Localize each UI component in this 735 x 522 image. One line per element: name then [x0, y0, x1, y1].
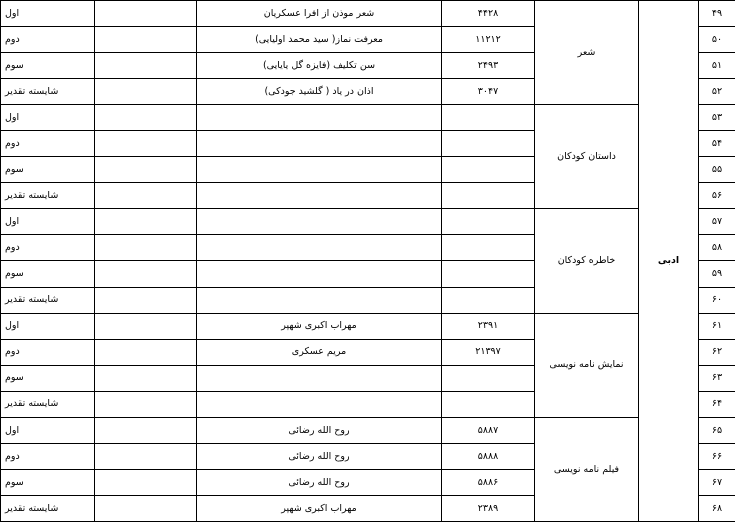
table-row — [1, 1, 735, 27]
extra-cell — [95, 79, 197, 105]
name-cell — [197, 105, 442, 131]
name-cell: اذان در یاد ( گلشید جودکی) — [197, 79, 442, 105]
code-cell — [442, 365, 535, 391]
code-cell: ۲۳۸۹ — [442, 495, 535, 521]
extra-cell — [95, 339, 197, 365]
name-cell: مهراب اکبری شهپر — [197, 495, 442, 521]
extra-cell — [95, 313, 197, 339]
row-number-cell: ۶۳ — [699, 365, 735, 391]
name-cell: روح الله رضائی — [197, 469, 442, 495]
code-cell — [442, 261, 535, 287]
code-cell: ۲۳۹۱ — [442, 313, 535, 339]
field-cell: ادبی — [639, 1, 699, 522]
name-cell — [197, 235, 442, 261]
extra-cell — [95, 469, 197, 495]
name-cell: روح الله رضائی — [197, 443, 442, 469]
code-cell — [442, 287, 535, 313]
name-cell — [197, 131, 442, 157]
extra-cell — [95, 53, 197, 79]
category-cell: فیلم نامه نویسی — [535, 417, 639, 521]
rank-cell: اول — [1, 1, 95, 27]
category-cell: شعر — [535, 1, 639, 105]
row-number-cell: ۴۹ — [699, 1, 735, 27]
code-cell — [442, 131, 535, 157]
code-cell — [442, 157, 535, 183]
row-number-cell: ۶۵ — [699, 417, 735, 443]
row-number-cell: ۵۰ — [699, 27, 735, 53]
extra-cell — [95, 131, 197, 157]
code-cell: ۲۴۹۳ — [442, 53, 535, 79]
extra-cell — [95, 1, 197, 27]
row-number-cell: ۵۶ — [699, 183, 735, 209]
row-number-cell: ۵۹ — [699, 261, 735, 287]
row-number-cell: ۵۴ — [699, 131, 735, 157]
extra-cell — [95, 443, 197, 469]
rank-cell: شایسته تقدیر — [1, 391, 95, 417]
rank-cell: اول — [1, 209, 95, 235]
name-cell: روح الله رضائی — [197, 417, 442, 443]
code-cell: ۱۱۲۱۲ — [442, 27, 535, 53]
rank-cell: شایسته تقدیر — [1, 287, 95, 313]
table-row — [1, 313, 735, 339]
row-number-cell: ۶۰ — [699, 287, 735, 313]
code-cell — [442, 209, 535, 235]
category-cell: خاطره کودکان — [535, 209, 639, 313]
name-cell — [197, 287, 442, 313]
code-cell — [442, 183, 535, 209]
rank-cell: اول — [1, 313, 95, 339]
name-cell — [197, 261, 442, 287]
category-cell: داستان کودکان — [535, 105, 639, 209]
rank-cell: دوم — [1, 235, 95, 261]
rank-cell: سوم — [1, 469, 95, 495]
name-cell: معرفت نماز( سید محمد اولیایی) — [197, 27, 442, 53]
extra-cell — [95, 209, 197, 235]
row-number-cell: ۵۷ — [699, 209, 735, 235]
extra-cell — [95, 157, 197, 183]
code-cell: ۵۸۸۶ — [442, 469, 535, 495]
name-cell — [197, 209, 442, 235]
extra-cell — [95, 417, 197, 443]
rank-cell: سوم — [1, 261, 95, 287]
code-cell: ۵۸۸۸ — [442, 443, 535, 469]
name-cell: مهراب اکبری شهپر — [197, 313, 442, 339]
rank-cell: شایسته تقدیر — [1, 183, 95, 209]
row-number-cell: ۵۸ — [699, 235, 735, 261]
rank-cell: شایسته تقدیر — [1, 79, 95, 105]
extra-cell — [95, 391, 197, 417]
extra-cell — [95, 235, 197, 261]
code-cell: ۵۸۸۷ — [442, 417, 535, 443]
rank-cell: اول — [1, 417, 95, 443]
table-row — [1, 209, 735, 235]
row-number-cell: ۵۱ — [699, 53, 735, 79]
extra-cell — [95, 27, 197, 53]
name-cell — [197, 365, 442, 391]
row-number-cell: ۶۶ — [699, 443, 735, 469]
rank-cell: دوم — [1, 339, 95, 365]
name-cell: سن تکلیف (فایزه گل یایایی) — [197, 53, 442, 79]
name-cell — [197, 391, 442, 417]
code-cell: ۴۴۲۸ — [442, 1, 535, 27]
name-cell: مریم عسکری — [197, 339, 442, 365]
code-cell — [442, 105, 535, 131]
extra-cell — [95, 261, 197, 287]
name-cell — [197, 183, 442, 209]
rank-cell: دوم — [1, 27, 95, 53]
extra-cell — [95, 183, 197, 209]
code-cell: ۳۰۴۷ — [442, 79, 535, 105]
row-number-cell: ۶۱ — [699, 313, 735, 339]
rank-cell: دوم — [1, 443, 95, 469]
row-number-cell: ۶۸ — [699, 495, 735, 521]
rank-cell: شایسته تقدیر — [1, 495, 95, 521]
row-number-cell: ۵۳ — [699, 105, 735, 131]
extra-cell — [95, 287, 197, 313]
table-row — [1, 417, 735, 443]
row-number-cell: ۶۴ — [699, 391, 735, 417]
row-number-cell: ۵۵ — [699, 157, 735, 183]
table-row — [1, 105, 735, 131]
extra-cell — [95, 495, 197, 521]
row-number-cell: ۵۲ — [699, 79, 735, 105]
name-cell — [197, 157, 442, 183]
rank-cell: سوم — [1, 53, 95, 79]
extra-cell — [95, 105, 197, 131]
row-number-cell: ۶۷ — [699, 469, 735, 495]
rank-cell: سوم — [1, 157, 95, 183]
extra-cell — [95, 365, 197, 391]
code-cell — [442, 235, 535, 261]
category-cell: نمایش نامه نویسی — [535, 313, 639, 417]
code-cell: ۲۱۳۹۷ — [442, 339, 535, 365]
row-number-cell: ۶۲ — [699, 339, 735, 365]
code-cell — [442, 391, 535, 417]
rank-cell: اول — [1, 105, 95, 131]
rank-cell: سوم — [1, 365, 95, 391]
name-cell: شعر موذن از افرا عسکریان — [197, 1, 442, 27]
rank-cell: دوم — [1, 131, 95, 157]
